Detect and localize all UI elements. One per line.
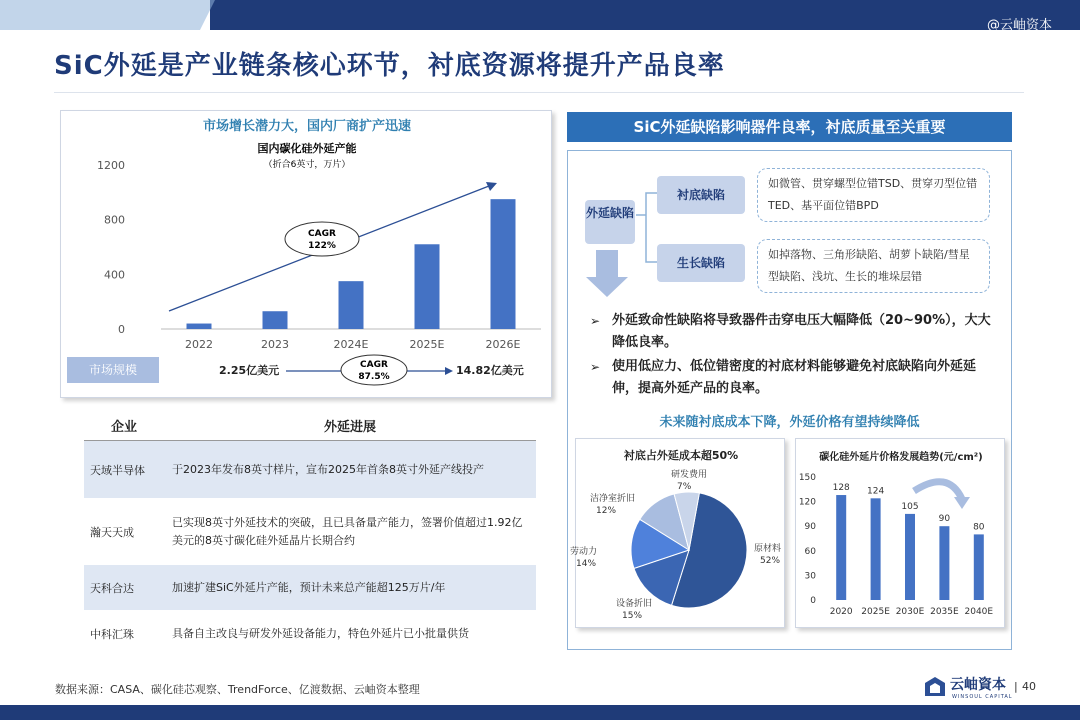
bar [836,495,846,600]
table-header-progress: 外延进展 [323,420,376,435]
right-panel-header: SiC外延缺陷影响器件良率，衬底质量至关重要 [567,112,1012,142]
x-tick-label: 2026E [485,338,521,351]
cagr-bottom-value: 87.5% [358,372,390,382]
company-progress: 于2023年发布8英寸样片，宣布2025年首条8英寸外延产线投产 [172,462,484,476]
pie-title: 衬底占外延成本超50% [623,449,739,462]
substrate-defect-box: 衬底缺陷 [657,176,745,214]
bar-value-label: 128 [832,483,850,494]
company-progress: 已实现8英寸外延技术的突破，且已具备量产能力，签署价值超过1.92亿美元的8英寸碳化硅外延晶片长期合约 [172,515,523,547]
company-name: 中科汇珠 [90,627,134,641]
bar-value-label: 90 [938,514,951,525]
growth-defect-detail: 如掉落物、三角形缺陷、胡萝卜缺陷/彗星型缺陷、浅坑、生长的堆垛层错 [757,239,990,293]
bullet-item [590,356,1000,400]
footer-bar [0,705,1080,720]
bullet-item [590,310,1000,354]
bullet-text: 使用低应力、低位错密度的衬底材料能够避免衬底缺陷向外延延伸，提高外延产品的良率。 [612,359,977,396]
bar [905,514,915,600]
cagr-bottom-label: CAGR [360,360,388,370]
y-tick-label: 0 [118,323,125,336]
y-tick-label: 0 [810,596,816,606]
y-tick-label: 90 [804,522,816,533]
page-title: SiC外延是产业链条核心环节，衬底资源将提升产品良率 [54,51,725,81]
company-progress: 具备自主改良与研发外延设备能力，特色外延片已小批量供货 [172,626,469,640]
bar-value-label: 80 [973,522,985,533]
capacity-bar-chart [61,111,553,399]
y-tick-label: 60 [804,546,816,557]
cost-pie-chart [570,439,786,629]
market-end-value: 14.82亿美元 [456,364,524,377]
chart-title: 国内碳化硅外延产能 [257,142,357,155]
bar [939,526,949,600]
pie-label: 设备折旧 [616,599,653,609]
bullet-text: 外延致命性缺陷将导致器件击穿电压大幅降低（20~90%），大大降低良率。 [612,313,991,350]
pie-label: 研发费用 [671,470,708,480]
pie-label: 劳动力 [570,547,598,557]
page-number: 40 [1022,680,1036,693]
x-tick-label: 2025E [409,338,445,351]
bullet-arrow-icon: ➢ [590,360,601,374]
pie-percent: 7% [677,482,692,492]
pie-percent: 14% [576,559,597,569]
bar [871,498,881,600]
y-tick-label: 800 [104,213,125,227]
logo-icon [924,676,946,698]
bar [263,311,288,329]
table-row [84,611,536,657]
price-title: 碳化硅外延片价格发展趋势(元/cm²) [819,452,983,463]
price-panel [795,438,1005,628]
defect-root-label: 外延缺陷 [585,206,634,220]
page-separator: | [1014,680,1018,693]
trend-curve-arrow-head [954,497,970,509]
company-name: 瀚天天成 [90,525,134,539]
company-name: 天科合达 [90,581,134,595]
x-tick-label: 2030E [895,607,925,617]
left-chart-panel [60,110,552,398]
bar [491,199,516,329]
top-banner [210,0,1080,30]
logo-subtext: WINSOUL CAPITAL [952,694,1013,700]
y-tick-label: 400 [104,268,125,282]
table-row [84,565,536,611]
x-tick-label: 2035E [930,607,959,617]
x-tick-label: 2025E [861,607,890,617]
cagr-top-label: CAGR [308,229,336,239]
substrate-defect-detail: 如微管、贯穿螺型位错TSD、贯穿刃型位错TED、基平面位错BPD [757,168,990,222]
bar [187,324,212,329]
bar [339,281,364,329]
pie-percent: 12% [596,506,617,516]
market-arrow-head [445,367,453,375]
right-subheading: 未来随衬底成本下降，外延价格有望持续降低 [659,415,920,430]
pie-panel [570,438,785,628]
y-tick-label: 150 [798,473,816,483]
cagr-top-value: 122% [308,241,336,251]
top-banner-accent [0,0,230,30]
price-bar-chart [796,439,1006,629]
chart-subtitle: （折合6英寸，万片） [263,160,351,170]
pie-percent: 52% [760,556,781,566]
x-tick-label: 2022 [185,338,213,351]
pie-percent: 15% [622,611,643,621]
bar [415,244,440,329]
table-row [84,441,536,499]
data-source: 数据来源：CASA、碳化硅芯观察、TrendForce、亿渡数据、云岫资本整理 [55,683,420,696]
market-size-label: 市场规模 [67,357,159,383]
bar-value-label: 124 [867,486,885,497]
trend-curve-arrow [914,482,962,499]
company-table [84,411,536,657]
bar-value-label: 105 [901,501,919,512]
y-tick-label: 120 [798,497,816,508]
pie-label: 原材料 [754,544,782,554]
defect-root-box [585,200,635,244]
y-tick-label: 30 [804,571,816,582]
left-chart-subtitle: 市场增长潜力大，国内厂商扩产迅速 [202,119,411,134]
bullet-list [590,310,1000,400]
company-progress: 加速扩建SiC外延片产能，预计未来总产能超125万片/年 [172,580,446,594]
x-tick-label: 2024E [333,338,369,351]
company-name: 天域半导体 [90,463,145,477]
watermark: @云岫资本 [986,18,1052,33]
table-header-company: 企业 [110,420,137,435]
x-tick-label: 2040E [964,607,994,617]
pie-label: 洁净室折旧 [590,494,636,504]
logo-text: 云岫資本 [950,677,1006,693]
y-tick-label: 1200 [97,159,125,172]
title-divider [54,92,1024,93]
x-tick-label: 2020 [829,607,853,617]
x-tick-label: 2023 [261,338,289,351]
bar [974,534,984,600]
bullet-arrow-icon: ➢ [590,314,601,328]
growth-defect-box: 生长缺陷 [657,244,745,282]
market-start-value: 2.25亿美元 [219,364,280,377]
table-row [84,499,536,565]
